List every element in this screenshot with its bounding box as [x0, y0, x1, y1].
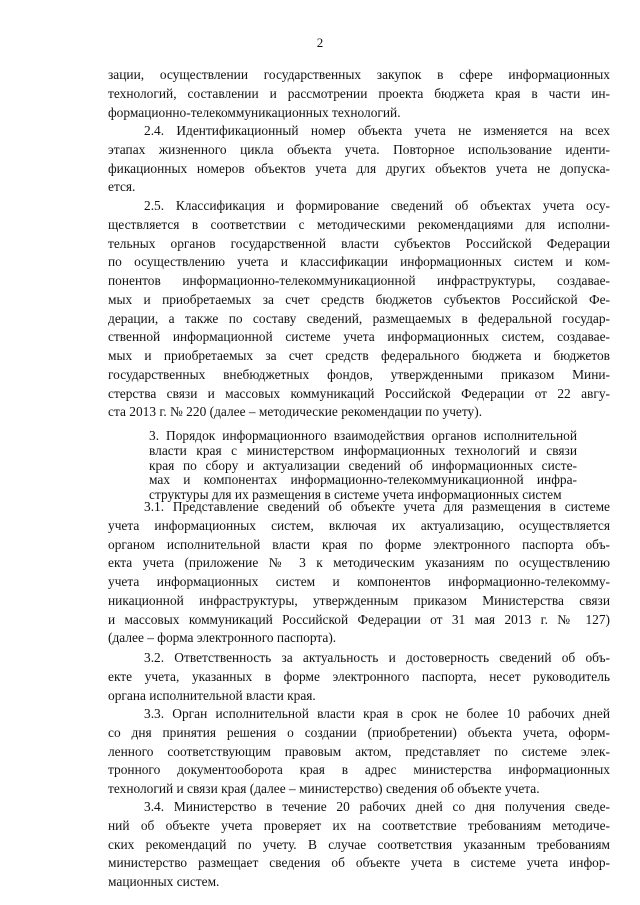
text-line: мационных систем.	[108, 874, 220, 889]
text-line: дерации, а также по составу сведений, размещаемых в федеральной государ-	[108, 310, 610, 326]
text-line: 3.2. Ответственность за актуальность и достоверность сведений об объ-	[144, 650, 610, 665]
paragraph-3-3	[108, 705, 610, 799]
text-line: зации, осуществлении государственных закупок в сфере информационных	[108, 67, 610, 82]
text-line: 3.4. Министерство в течение 20 рабочих дней со дня получения сведе-	[144, 799, 610, 814]
text-line: ста 2013 г. № 220 (далее – методические рекомендации по учету).	[108, 404, 483, 420]
paragraph-2-4	[108, 122, 610, 197]
text-line: тронного документооборота края в адрес министерства информационных	[108, 762, 610, 778]
text-line: екте учета, указанных в форме электронного паспорта, несет руководитель	[108, 668, 610, 684]
text-line: никационной инфраструктуры, утвержденным приказом Министерства связи	[108, 592, 610, 608]
text-line: 2.4. Идентификационный номер объекта учета не изменяется на всех	[144, 123, 610, 138]
text-line: этапах жизненного цикла объекта учета. Повторное использование иденти-	[108, 141, 610, 157]
text-line: со дня принятия решения о создании (приобретении) объекта учета, оформ-	[108, 724, 610, 740]
section-heading-3	[149, 429, 577, 503]
text-line: технологий, составлении и рассмотрении проекта бюджета края в части ин-	[108, 85, 610, 101]
text-line: государственных внебюджетных фондов, утвержденными приказом Мини-	[108, 366, 610, 382]
text-line: технологий и связи края (далее – министерство) сведения об объекте учета.	[108, 781, 540, 796]
paragraph-3-4	[108, 798, 610, 892]
text-line: органа исполнительной власти края.	[108, 687, 316, 703]
text-line: ется.	[108, 179, 136, 195]
paragraph-2-5	[108, 197, 610, 422]
text-line: власти края с министерством информационных технологий и связи	[149, 442, 577, 458]
paragraph-continuation	[108, 66, 610, 122]
text-line: ленного соответствующим правовым актом, представляет по системе элек-	[108, 743, 610, 759]
text-line: фикационных номеров объектов учета для других объектов учета не допуска-	[108, 160, 610, 176]
text-line: 3.1. Представление сведений об объекте учета для размещения в системе	[144, 499, 610, 514]
text-line: стерства связи и массовых коммуникаций Российской Федерации от 22 авгу-	[108, 385, 610, 401]
text-line: по осуществлению учета и классификации информационных систем и ком-	[108, 254, 610, 270]
paragraph-3-2	[108, 649, 610, 705]
text-line: мах и компонентах информационно-телекоммуникационной инфра-	[149, 472, 577, 488]
text-line: понентов информационно-телекоммуникационной инфраструктуры, создавае-	[108, 273, 610, 288]
text-line: 2.5. Классификация и формирование сведений об объектах учета осу-	[144, 198, 610, 213]
text-line: формационно-телекоммуникационных технологий.	[108, 104, 401, 120]
text-line: 3. Порядок информационного взаимодействия органов исполнительной	[149, 428, 577, 443]
text-line: (далее – форма электронного паспорта).	[108, 630, 337, 646]
text-line: края по сбору и актуализации сведений об информационных систе-	[149, 457, 577, 473]
text-line: учета информационных систем, включая их актуализацию, осуществляется	[108, 517, 610, 533]
text-line: структуры для их размещения в системе учета информационных систем	[149, 487, 562, 503]
text-line: органом исполнительной власти края по форме электронного паспорта объ-	[108, 536, 610, 552]
text-line: ществляется в соответствии с методическими рекомендациями для исполни-	[108, 216, 610, 232]
paragraph-3-1	[108, 498, 610, 648]
page-number: 2	[316, 35, 324, 50]
text-line: ний об объекте учета проверяет их на соответствие требованиям методиче-	[108, 817, 610, 833]
text-line: ских рекомендаций по учету. В случае соответствия указанным требованиям	[108, 836, 610, 852]
text-line: мых и приобретаемых за счет средств федерального бюджета и бюджетов	[108, 348, 610, 363]
text-line: мых и приобретаемых за счет средств бюджетов субъектов Российской Фе-	[108, 291, 610, 307]
text-line: министерство размещает сведения об объекте учета в системе учета инфор-	[108, 855, 610, 871]
text-line: учета информационных систем и компонентов информационно-телекомму-	[108, 574, 610, 589]
text-line: ственной информационной системе учета информационных систем, создавае-	[108, 329, 610, 345]
text-line: 3.3. Орган исполнительной власти края в срок не более 10 рабочих дней	[144, 706, 610, 721]
text-line: тельных органов государственной власти субъектов Российской Федерации	[108, 235, 610, 251]
text-line: и массовых коммуникаций Российской Федерации от 31 мая 2013 г. № 127)	[108, 611, 610, 627]
text-line: екта учета (приложение № 3 к методическим указаниям по осуществлению	[108, 555, 610, 571]
